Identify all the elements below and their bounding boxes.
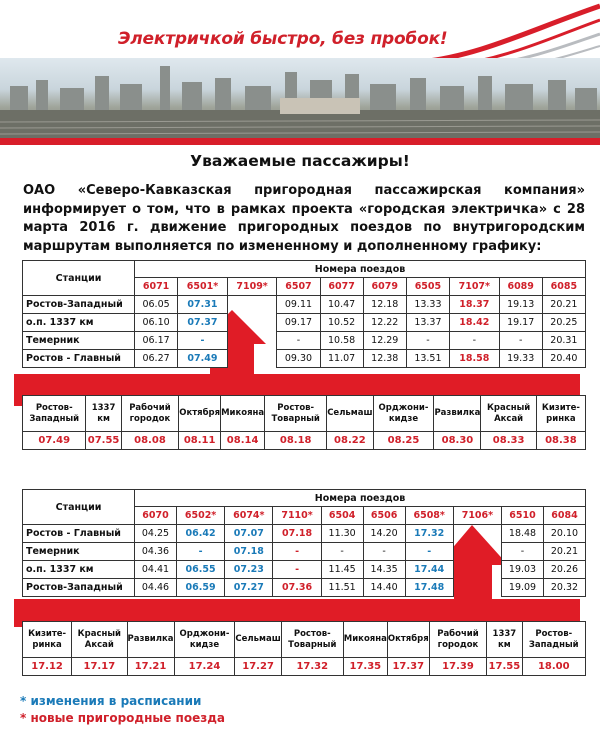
time-cell: 06.59: [176, 579, 224, 597]
time-cell: [227, 296, 277, 314]
station-name: Ростов-Западный: [522, 622, 585, 658]
arrival-time: 07.49: [23, 432, 86, 450]
time-cell: -: [273, 561, 321, 579]
legend-new-trains-label: новые пригородные поезда: [30, 711, 225, 725]
station-name: Кизите-ринка: [23, 622, 72, 658]
arrival-time: 18.00: [522, 658, 585, 676]
train-number: 6079: [363, 278, 406, 296]
time-cell: 20.10: [543, 525, 585, 543]
header-row: [23, 490, 586, 507]
train-number: 7109*: [227, 278, 277, 296]
station-name: Микояна: [221, 396, 265, 432]
station-name: Октября: [179, 396, 221, 432]
table-row: [23, 314, 586, 332]
station-name: Рабочий городок: [429, 622, 487, 658]
arrival-time: 17.35: [343, 658, 387, 676]
arrival-time: 08.33: [481, 432, 536, 450]
train-number: 7106*: [453, 507, 501, 525]
city-panorama-image: [0, 58, 600, 140]
station-strip-2: [22, 621, 586, 676]
time-cell: 20.32: [543, 579, 585, 597]
time-cell: [227, 350, 277, 368]
time-cell: 17.44: [405, 561, 453, 579]
time-cell: 07.37: [178, 314, 228, 332]
arrival-time: 08.22: [327, 432, 373, 450]
table-row: [23, 543, 586, 561]
station-name: Ростов-Западный: [23, 396, 86, 432]
station-name: о.п. 1337 км: [23, 561, 135, 579]
station-name: Сельмаш: [235, 622, 281, 658]
arrival-time: 17.32: [281, 658, 343, 676]
arrival-time: 08.18: [265, 432, 327, 450]
times-row: [23, 432, 586, 450]
header-red-bar: [0, 138, 600, 145]
station-name: Красный Аксай: [72, 622, 127, 658]
time-cell: 11.51: [321, 579, 363, 597]
time-cell: -: [450, 332, 500, 350]
station-name: Ростов-Товарный: [281, 622, 343, 658]
time-cell: 06.42: [176, 525, 224, 543]
train-number: 6071: [135, 278, 178, 296]
time-cell: 04.41: [135, 561, 177, 579]
station-name: 1337 км: [487, 622, 522, 658]
station-name: Ростов - Главный: [23, 525, 135, 543]
header-row: [23, 261, 586, 278]
station-name: Темерник: [23, 543, 135, 561]
train-number: 6506: [363, 507, 405, 525]
arrival-time: 08.38: [536, 432, 585, 450]
train-number: 6508*: [405, 507, 453, 525]
time-cell: 10.58: [320, 332, 363, 350]
arrival-time: 17.55: [487, 658, 522, 676]
schedule-table-2: [22, 489, 586, 597]
station-name: о.п. 1337 км: [23, 314, 135, 332]
time-cell: [227, 332, 277, 350]
time-cell: -: [499, 332, 542, 350]
station-name: Темерник: [23, 332, 135, 350]
trains-header: Номера поездов: [135, 261, 586, 278]
time-cell: -: [363, 543, 405, 561]
time-cell: 14.40: [363, 579, 405, 597]
time-cell: [227, 314, 277, 332]
station-name: Микояна: [343, 622, 387, 658]
time-cell: 09.30: [277, 350, 320, 368]
slogan: Электричкой быстро, без пробок!: [118, 29, 448, 49]
table-row: [23, 579, 586, 597]
time-cell: 18.37: [450, 296, 500, 314]
station-name: Ростов-Западный: [23, 296, 135, 314]
train-number: 6501*: [178, 278, 228, 296]
time-cell: 06.10: [135, 314, 178, 332]
time-cell: 07.18: [225, 543, 273, 561]
train-number: 6505: [406, 278, 449, 296]
time-cell: 12.29: [363, 332, 406, 350]
time-cell: 06.27: [135, 350, 178, 368]
intro-text: ОАО «Северо-Кавказская пригородная пассажирская компания» информирует о том, что в рамках проекта «городская электричка» с 28 марта 2016 г. движение пригородных поездов по внутригородским маршрутам выполняется по измененному и дополненному графику:: [23, 183, 585, 254]
stations-row: [23, 396, 586, 432]
time-cell: 18.42: [450, 314, 500, 332]
table-row: [23, 561, 586, 579]
stations-header: Станции: [23, 490, 135, 525]
station-name: Развилка: [127, 622, 174, 658]
time-cell: [453, 579, 501, 597]
legend-new-trains: [20, 710, 225, 727]
time-cell: 19.17: [499, 314, 542, 332]
stations-row: [23, 622, 586, 658]
time-cell: 20.40: [542, 350, 585, 368]
table-row: [23, 296, 586, 314]
legend: [20, 693, 225, 727]
time-cell: 07.36: [273, 579, 321, 597]
time-cell: 13.37: [406, 314, 449, 332]
time-cell: -: [277, 332, 320, 350]
station-name: Октября: [387, 622, 429, 658]
station-name: Рабочий городок: [121, 396, 179, 432]
arrival-time: 17.17: [72, 658, 127, 676]
arrival-time: 07.55: [86, 432, 121, 450]
time-cell: 18.48: [502, 525, 544, 543]
time-cell: 14.35: [363, 561, 405, 579]
station-name: Орджони-кидзе: [373, 396, 434, 432]
arrival-time: 17.21: [127, 658, 174, 676]
station-name: Орджони-кидзе: [174, 622, 235, 658]
train-number: 6507: [277, 278, 320, 296]
time-cell: [453, 561, 501, 579]
time-cell: 07.31: [178, 296, 228, 314]
arrival-time: 17.27: [235, 658, 281, 676]
station-name: Ростов-Товарный: [265, 396, 327, 432]
station-name: Сельмаш: [327, 396, 373, 432]
station-name: Красный Аксай: [481, 396, 536, 432]
time-cell: [453, 525, 501, 543]
time-cell: 07.18: [273, 525, 321, 543]
train-number: 7110*: [273, 507, 321, 525]
arrival-time: 08.25: [373, 432, 434, 450]
page-title: Уважаемые пассажиры!: [190, 152, 410, 170]
time-cell: -: [176, 543, 224, 561]
station-name: Ростов - Главный: [23, 350, 135, 368]
station-name: Кизите-ринка: [536, 396, 585, 432]
time-cell: 17.48: [405, 579, 453, 597]
time-cell: 11.07: [320, 350, 363, 368]
table-row: [23, 332, 586, 350]
time-cell: -: [502, 543, 544, 561]
time-cell: -: [406, 332, 449, 350]
time-cell: 19.09: [502, 579, 544, 597]
time-cell: 18.58: [450, 350, 500, 368]
time-cell: 06.55: [176, 561, 224, 579]
time-cell: 07.27: [225, 579, 273, 597]
time-cell: 09.11: [277, 296, 320, 314]
time-cell: 06.17: [135, 332, 178, 350]
time-cell: -: [321, 543, 363, 561]
arrival-time: 17.39: [429, 658, 487, 676]
trains-header: Номера поездов: [135, 490, 586, 507]
time-cell: -: [273, 543, 321, 561]
table-row: [23, 525, 586, 543]
asterisk-icon: *: [20, 694, 27, 708]
time-cell: 11.30: [321, 525, 363, 543]
train-number: 6510: [502, 507, 544, 525]
time-cell: 14.20: [363, 525, 405, 543]
time-cell: 12.18: [363, 296, 406, 314]
arrival-time: 17.12: [23, 658, 72, 676]
arrival-time: 17.37: [387, 658, 429, 676]
stations-header: Станции: [23, 261, 135, 296]
time-cell: 17.32: [405, 525, 453, 543]
time-cell: 11.45: [321, 561, 363, 579]
arrival-time: 08.14: [221, 432, 265, 450]
time-cell: 09.17: [277, 314, 320, 332]
train-number: 6074*: [225, 507, 273, 525]
time-cell: 20.21: [542, 296, 585, 314]
time-cell: 04.36: [135, 543, 177, 561]
train-number: 6089: [499, 278, 542, 296]
time-cell: 06.05: [135, 296, 178, 314]
arrival-time: 08.30: [434, 432, 481, 450]
train-number: 6085: [542, 278, 585, 296]
time-cell: 10.52: [320, 314, 363, 332]
time-cell: 12.22: [363, 314, 406, 332]
time-cell: 04.25: [135, 525, 177, 543]
legend-changes-label: изменения в расписании: [30, 694, 202, 708]
time-cell: 19.03: [502, 561, 544, 579]
train-number: 6070: [135, 507, 177, 525]
time-cell: 04.46: [135, 579, 177, 597]
table-row: [23, 350, 586, 368]
schedule-table-1: [22, 260, 586, 368]
station-strip-1: [22, 395, 586, 450]
time-cell: -: [405, 543, 453, 561]
time-cell: [453, 543, 501, 561]
times-row: [23, 658, 586, 676]
legend-changes: [20, 693, 225, 710]
station-name: Развилка: [434, 396, 481, 432]
time-cell: 19.33: [499, 350, 542, 368]
time-cell: 07.07: [225, 525, 273, 543]
time-cell: 10.47: [320, 296, 363, 314]
time-cell: 13.51: [406, 350, 449, 368]
time-cell: -: [178, 332, 228, 350]
train-number: 7107*: [450, 278, 500, 296]
time-cell: 07.23: [225, 561, 273, 579]
arrival-time: 17.24: [174, 658, 235, 676]
time-cell: 13.33: [406, 296, 449, 314]
train-number: 6084: [543, 507, 585, 525]
time-cell: 20.21: [543, 543, 585, 561]
time-cell: 19.13: [499, 296, 542, 314]
arrival-time: 08.11: [179, 432, 221, 450]
time-cell: 20.31: [542, 332, 585, 350]
time-cell: 12.38: [363, 350, 406, 368]
train-number: 6502*: [176, 507, 224, 525]
time-cell: 20.25: [542, 314, 585, 332]
station-name: Ростов-Западный: [23, 579, 135, 597]
header-banner: [0, 0, 600, 150]
train-number: 6077: [320, 278, 363, 296]
train-number: 6504: [321, 507, 363, 525]
asterisk-icon: *: [20, 711, 27, 725]
arrival-time: 08.08: [121, 432, 179, 450]
time-cell: 07.49: [178, 350, 228, 368]
station-name: 1337 км: [86, 396, 121, 432]
time-cell: 20.26: [543, 561, 585, 579]
